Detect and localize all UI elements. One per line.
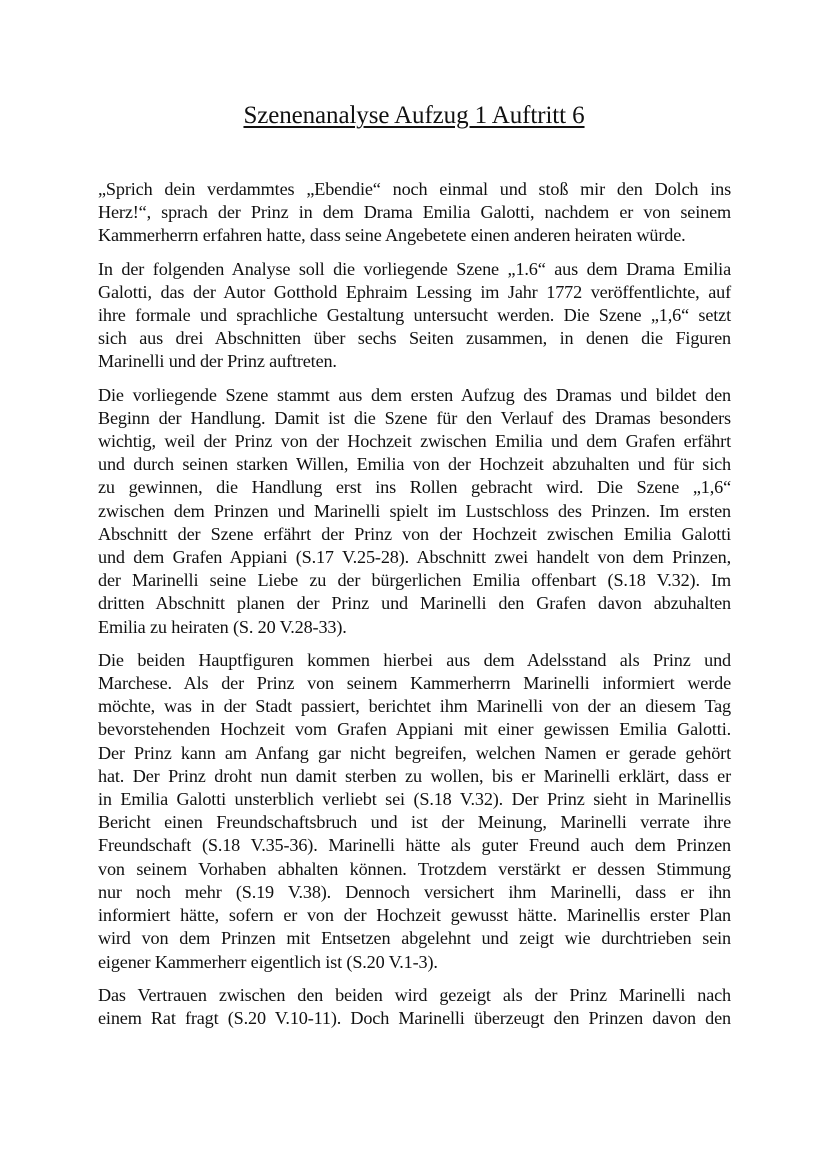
text-line: nur noch mehr (S.19 V.38). Dennoch versichert ihm Marinelli, dass er ihn	[98, 881, 731, 902]
text-line: und dem Grafen Appiani (S.17 V.25-28). Abschnitt zwei handelt von dem Prinzen,	[98, 547, 731, 568]
text-line: Bericht einen Freundschaftsbruch und ist der Meinung, Marinelli verrate ihre	[98, 812, 731, 833]
paragraph-intro-quote	[98, 178, 731, 248]
text-line: Beginn der Handlung. Damit ist die Szene für den Verlauf des Dramas besonders	[98, 407, 731, 428]
text-line: wichtig, weil der Prinz von der Hochzeit zwischen Emilia und dem Grafen erfährt	[98, 431, 731, 452]
text-line: wird von dem Prinzen mit Entsetzen abgelehnt und zeigt wie durchtrieben sein	[98, 928, 731, 949]
paragraph-introduction	[98, 258, 731, 374]
text-line: Das Vertrauen zwischen den beiden wird gezeigt als der Prinz Marinelli nach	[98, 984, 731, 1005]
text-line: Marinelli und der Prinz auftreten.	[98, 351, 337, 372]
text-line: in Emilia Galotti unsterblich verliebt sei (S.18 V.32). Der Prinz sieht in Marinellis	[98, 789, 731, 810]
text-line: Der Prinz kann am Anfang gar nicht begreifen, welchen Namen er gerade gehört	[98, 742, 731, 763]
text-line: zu gewinnen, die Handlung erst ins Rollen gebracht wird. Die Szene „1,6“	[98, 477, 731, 498]
text-line: „Sprich dein verdammtes „Ebendie“ noch einmal und stoß mir den Dolch ins	[98, 179, 731, 199]
text-line: Marchese. Als der Prinz von seinem Kammerherrn Marinelli informiert werde	[98, 673, 731, 694]
text-line: eigener Kammerherr eigentlich ist (S.20 V.1-3).	[98, 951, 438, 972]
text-line: Die beiden Hauptfiguren kommen hierbei aus dem Adelsstand als Prinz und	[98, 649, 731, 670]
text-line: Herz!“, sprach der Prinz in dem Drama Emilia Galotti, nachdem er von seinem	[98, 202, 731, 223]
paragraph-trust	[98, 984, 731, 1030]
text-line: hat. Der Prinz droht nun damit sterben zu wollen, bis er Marinelli erklärt, dass er	[98, 765, 731, 786]
text-line: und durch seinen starken Willen, Emilia von der Hochzeit abzuhalten und für sich	[98, 454, 731, 475]
text-line: Die vorliegende Szene stammt aus dem ersten Aufzug des Dramas und bildet den	[98, 384, 731, 405]
text-line: Freundschaft (S.18 V.35-36). Marinelli hätte als guter Freund auch dem Prinzen	[98, 835, 731, 856]
text-line: In der folgenden Analyse soll die vorliegende Szene „1.6“ aus dem Drama Emilia	[98, 258, 731, 279]
text-line: von seinem Vorhaben abhalten können. Trotzdem verstärkt er dessen Stimmung	[98, 858, 731, 879]
text-line: Emilia zu heiraten (S. 20 V.28-33).	[98, 616, 347, 637]
text-line: informiert hätte, sofern er von der Hochzeit gewusst hätte. Marinellis erster Plan	[98, 905, 731, 926]
paragraph-main-characters	[98, 649, 731, 974]
text-line: sich aus drei Abschnitten über sechs Seiten zusammen, in denen die Figuren	[98, 328, 731, 349]
text-line: bevorstehenden Hochzeit vom Grafen Appiani mit einer gewissen Emilia Galotti.	[98, 719, 731, 740]
text-line: Kammerherrn erfahren hatte, dass seine Angebetete einen anderen heiraten würde.	[98, 225, 686, 246]
paragraph-scene-context	[98, 384, 731, 639]
text-line: zwischen dem Prinzen und Marinelli spielt im Lustschloss des Prinzen. Im ersten	[98, 500, 731, 521]
page-title-text: Szenenanalyse Aufzug 1 Auftritt 6	[243, 102, 585, 129]
text-line: einem Rat fragt (S.20 V.10-11). Doch Marinelli überzeugt den Prinzen davon den	[98, 1007, 731, 1028]
page-title	[0, 101, 828, 131]
text-line: ihre formale und sprachliche Gestaltung untersucht werden. Die Szene „1,6“ setzt	[98, 305, 731, 326]
text-line: Abschnitt der Szene erfährt der Prinz von der Hochzeit zwischen Emilia Galotti	[98, 523, 731, 544]
text-line: dritten Abschnitt planen der Prinz und Marinelli den Grafen davon abzuhalten	[98, 593, 731, 614]
document-body	[98, 178, 731, 1040]
text-line: möchte, was in der Stadt passiert, berichtet ihm Marinelli von der an diesem Tag	[98, 696, 731, 717]
text-line: Galotti, das der Autor Gotthold Ephraim Lessing im Jahr 1772 veröffentlichte, auf	[98, 281, 731, 302]
text-line: der Marinelli seine Liebe zu der bürgerlichen Emilia offenbart (S.18 V.32). Im	[98, 570, 731, 591]
